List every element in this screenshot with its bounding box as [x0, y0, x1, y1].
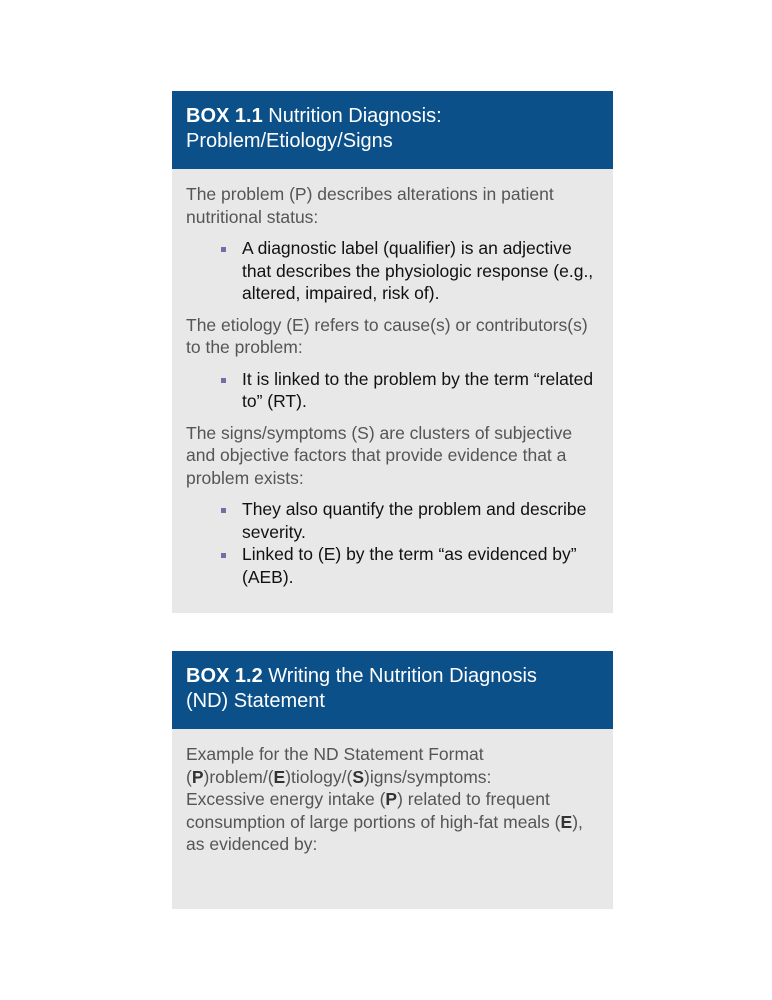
box-1-2-body	[172, 729, 613, 856]
list-item	[242, 237, 599, 305]
list-item-text: It is linked to the problem by the term “related to” (RT).	[242, 368, 594, 411]
format-text: )tiology/(	[285, 766, 353, 787]
format-letter-s: S	[352, 766, 365, 787]
etiology-bullets	[186, 368, 599, 413]
example-text: ) related to frequent consumption of large portions of high-fat meals (	[186, 789, 561, 832]
format-text: )roblem/(	[203, 766, 274, 787]
format-intro	[186, 743, 599, 856]
etiology-paragraph: The etiology (E) refers to cause(s) or contributors(s) to the problem:	[186, 314, 588, 357]
format-intro-text: Example for the ND Statement Format	[186, 744, 484, 764]
list-item	[242, 368, 599, 413]
box-1-2-number: BOX 1.2	[186, 665, 263, 687]
example-letter-e: E	[560, 811, 573, 832]
list-item	[242, 498, 599, 543]
box-1-1-title-line2: Problem/Etiology/Signs	[186, 130, 393, 152]
square-bullet-icon	[221, 247, 226, 252]
box-1-2	[172, 651, 613, 909]
list-item	[242, 543, 599, 588]
box-1-2-title-line2: (ND) Statement	[186, 690, 325, 712]
format-text: )igns/symptoms:	[364, 766, 492, 787]
example-text: Excessive energy intake (	[186, 789, 386, 809]
box-1-1-title-line1: Nutrition Diagnosis:	[268, 105, 442, 127]
square-bullet-icon	[221, 378, 226, 383]
list-item-text: They also quantify the problem and describe severity.	[242, 499, 587, 542]
box-1-2-header	[172, 651, 613, 729]
square-bullet-icon	[221, 508, 226, 513]
problem-bullets	[186, 237, 599, 305]
signs-paragraph: The signs/symptoms (S) are clusters of subjective and objective factors that provide evidence that a problem exists:	[186, 422, 573, 488]
format-letter-p: P	[191, 766, 204, 787]
format-text: (	[186, 766, 192, 787]
example-text: ), as evidenced by:	[186, 811, 583, 854]
box-1-2-title-line1: Writing the Nutrition Diagnosis	[268, 665, 537, 687]
box-1-1-body	[172, 169, 613, 588]
list-item-text: Linked to (E) by the term “as evidenced by” (AEB).	[242, 544, 577, 587]
problem-paragraph: The problem (P) describes alterations in patient nutritional status:	[186, 184, 554, 227]
signs-bullets	[186, 498, 599, 588]
square-bullet-icon	[221, 553, 226, 558]
example-letter-p: P	[385, 789, 398, 809]
box-1-1	[172, 91, 613, 613]
list-item-text: A diagnostic label (qualifier) is an adjective that describes the physiologic response (e.g., altered, impaired, risk of).	[242, 238, 594, 303]
box-1-1-number: BOX 1.1	[186, 105, 263, 127]
box-1-1-header	[172, 91, 613, 169]
format-letter-e: E	[273, 766, 286, 787]
